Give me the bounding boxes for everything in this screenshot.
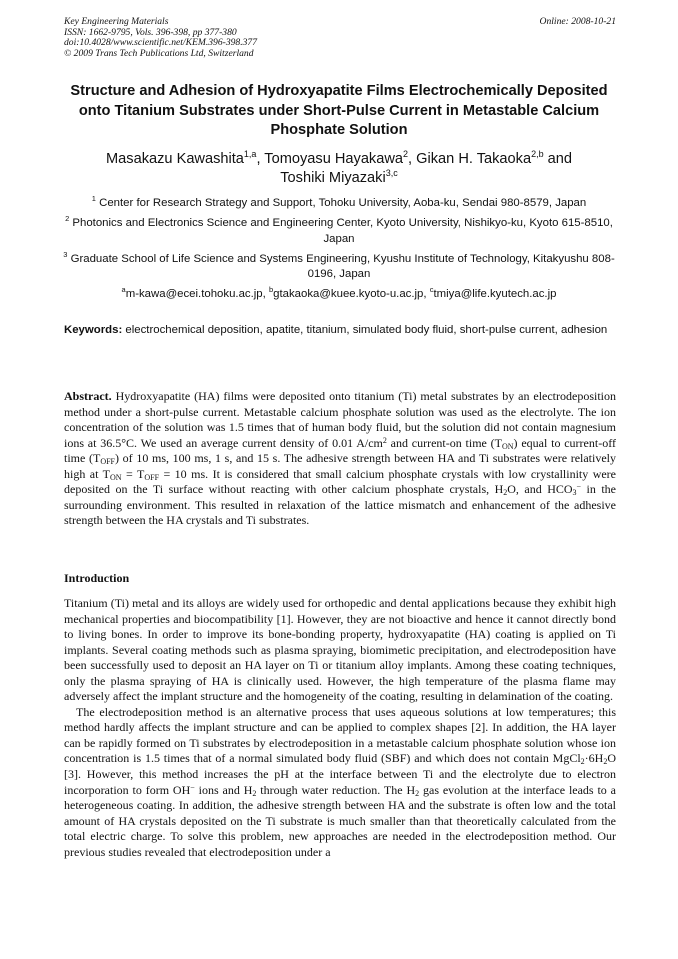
email-mark: b [268,285,274,295]
author-affil-mark: 1,a [243,149,257,160]
paper-title: Structure and Adhesion of Hydroxyapatite Films Electrochemically Deposited onto Titanium Substrates under Short-Pulse Current in Metastable Calcium Phosphate Solution [70,83,608,138]
author-name: Gikan H. Takaoka [416,151,532,167]
author-name: Toshiki Miyazaki [280,170,386,186]
author-name: Tomoyasu Hayakawa [264,151,404,167]
intro-text: The electrodeposition method is an alternative process that uses aqueous solutions at low temperatures; this method hardly affects the implant structure and can be applied to complex shapes [2]. In addition, the HA layer can be rapidly formed on Ti substrates by electrodeposition in a metastable calcium phosphate solution whose ion concentration is 1.5 times that of a normal simulated body fluid (SBF) and which does not contain MgCl [64,704,616,766]
abstract-superscript: − [576,482,582,492]
abstract-text: ) equal to current-off time (T [64,435,616,466]
affiliation-number: 3 [63,250,68,260]
intro-paragraph-1: Titanium (Ti) metal and its alloys are widely used for orthopedic and dental applications because they exhibit high mechanical properties and biocompatibility [1]. However, they are not bioactive and hence it cannot directly bond to living bones. In order to improve its bone-bonding property, hydroxyapatite (HA) coating is applied on Ti implants. Several coating methods such as plasma spraying, biomimetic precipitation, and electrodeposition have been successfully used to deposit an HA layer on Ti or titanium alloy implants. Among these coating techniques, only the plasma spraying of HA is clinically used. However, the high temperature of the plasma flame may adversely affect the implant structure and the homogeneity of the coating, resulting in delamination of the coating. [64,596,616,704]
abstract-text: = 10 ms. It is considered that small calcium phosphate crystals with low crystallinity were deposited on the Ti surface without reacting with other calcium phosphate crystals, H [64,466,617,497]
keywords-text: electrochemical deposition, apatite, titanium, simulated body fluid, short-pulse current, adhesion [125,324,608,336]
abstract-subscript: 3 [572,488,577,498]
intro-text: through water reduction. The H [256,782,416,797]
email-mark: c [429,285,434,295]
author-separator: , [256,151,265,167]
abstract-text: Hydroxyapatite (HA) films were deposited onto titanium (Ti) metal substrates by an electrodeposition method under a short-pulse current. Metastable calcium phosphate solution was used as the electrolyte. The ion concentration of the solution was 1.5 times that of human body fluid, but the solution did not contain magnesium ions at 36.5°C. We used an average current density of 0.01 A/cm [64,389,617,450]
affiliation-text: Graduate School of Life Science and Systems Engineering, Kyushu Institute of Technology, Kitakyushu 808-0196, Japan [70,252,615,281]
author-affil-mark: 3,c [385,168,398,179]
intro-subscript: 2 [415,788,420,798]
email-link[interactable]: tmiya@life.kyutech.ac.jp [433,288,557,301]
journal-header [64,17,616,59]
abstract-superscript: 2 [382,435,387,445]
intro-paragraph-2 [64,705,616,860]
abstract-text: ) of 10 ms, 100 ms, 1 s, and 15 s. The adhesive strength between HA and Ti substrates were relatively high at T [64,451,617,481]
intro-subscript: 2 [603,757,608,767]
journal-name: Key Engineering Materials [64,16,169,27]
doi-line: doi:10.4028/www.scientific.net/KEM.396-398.377 [64,37,258,49]
copyright-line: © 2009 Trans Tech Publications Ltd, Switzerland [64,47,254,59]
abstract-section [64,389,616,529]
affiliation-number: 2 [65,214,70,224]
intro-text: O [3]. However, this method increases the pH at the interface between Ti and the electrolyte due to electron incorporation to form OH [64,751,616,797]
author-list [60,150,618,188]
introduction-heading: Introduction [64,571,130,585]
email-mark: a [121,285,126,295]
author-separator: , [408,151,417,167]
email-link[interactable]: gtakaoka@kuee.kyoto-u.ac.jp [273,288,424,301]
affiliation-number: 1 [91,194,96,204]
introduction-body [64,596,616,860]
author-separator: and [543,151,572,167]
affiliation-2 [60,216,618,247]
email-separator: , [423,288,430,301]
intro-text: ·6H [584,751,604,766]
author-affil-mark: 2,b [531,149,544,160]
abstract-subscript: ON [110,472,122,482]
intro-text: ions and H [194,782,253,797]
affiliations [60,196,618,303]
online-date: Online: 2008-10-21 [539,16,616,27]
keywords-label: Keywords: [64,324,123,336]
email-list [60,287,618,302]
issn-line: ISSN: 1662-9795, Vols. 396-398, pp 377-380 [64,26,237,38]
abstract-text: and current-on time (T [386,435,502,450]
abstract-label: Abstract. [64,389,112,403]
affiliation-text: Center for Research Strategy and Support, Tohoku University, Aoba-ku, Sendai 980-8579, Japan [99,197,587,209]
author-affil-mark: 2 [403,149,409,160]
email-link[interactable]: m-kawa@ecei.tohoku.ac.jp [125,288,263,301]
email-separator: , [262,288,269,301]
abstract-text: in the surrounding environment. This resulted in relaxation of the lattice mismatch and enhancement of the adhesive strength between the HA crystals and Ti substrates. [64,482,617,528]
abstract-subscript: OFF [100,457,116,467]
author-name: Masakazu Kawashita [106,151,244,167]
affiliation-1 [60,196,618,211]
abstract-text: O, and HCO [507,482,573,497]
keywords-section [64,323,616,338]
abstract-subscript: ON [501,441,514,451]
abstract-subscript: OFF [144,472,160,482]
affiliation-text: Photonics and Electronics Science and Engineering Center, Kyoto University, Nishikyo-ku, Kyoto 615-8510, Japan [72,217,613,245]
intro-subscript: 2 [252,788,257,798]
intro-text: gas evolution at the interface leads to a heterogeneous coating. In addition, the adhesive strength between HA and the substrate is often low and the total amount of HA crystals deposited on the Ti substrate is much smaller than that theoretically calculated from the total electric charge. To solve this problem, new approaches are needed in the electrodeposition method. Our previous studies revealed that electrodeposition under a [64,782,616,859]
intro-subscript: 2 [580,757,585,767]
intro-superscript: − [190,782,195,792]
abstract-text: = T [121,466,145,481]
affiliation-3 [60,252,618,283]
abstract-subscript: 2 [503,488,508,498]
